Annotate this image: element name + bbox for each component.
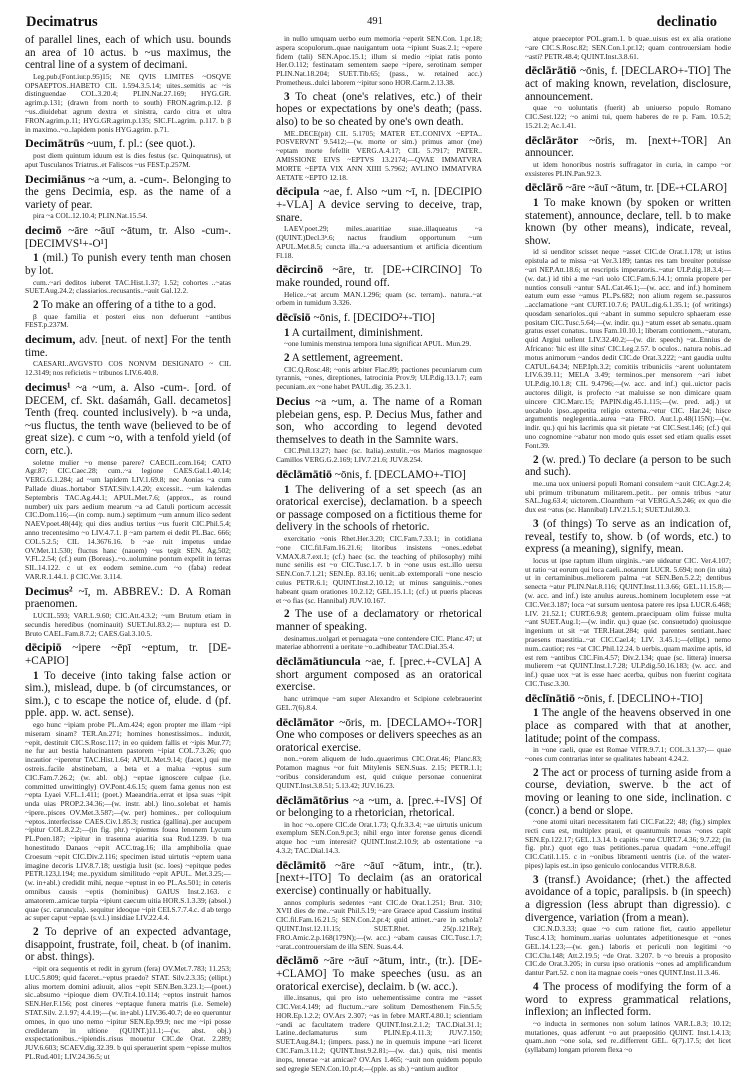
left-guide-word: Decimatrus (26, 14, 98, 30)
sense-text: (mil.) To punish every tenth man chosen by lot. (25, 252, 231, 277)
sense (25, 670, 231, 720)
entry-definition (25, 34, 231, 72)
citation-block: Helice..~at arcum MAN.1.296; quam (sc. terram).. natura..~at orbem in tumidum 3.326. (276, 289, 482, 308)
definition-text: ~ōris, m. [next+-TOR] An announcer. (525, 134, 731, 160)
sense-text: To deprive of an expected advantage, disappoint, frustrate, foil, cheat. b (of inanim. or abst. things). (25, 926, 231, 964)
definition-text: ~ōris, m. [DECLAMO+-TOR] One who composes or delivers speeches as an oratorical exercise. (276, 716, 482, 754)
sense-number: 2 (533, 766, 539, 779)
entry-definition (25, 224, 231, 250)
sense-text: (transf.) Avoidance; (rhet.) the affected avoidance of a topic, paralipsis. b (in speech) a digression (less abrupt than digressio). c divergence, variation (from a mean). (525, 873, 731, 924)
sense-text: To make an offering of a tithe to a god. (38, 299, 217, 312)
citation-block: non..~orem aliquem de ludo..quaerimus CIC.Orat.46; Planc.83; Potamon magnus ~or fuit Mitylenis SEN.Suas. 2.15; PETR.1.1; ~oribus considerandum est, quid cuique personae conuenirat QUINT.Inst.3.8.51; 5.13.42; JUV.16.23. (276, 754, 482, 790)
sense-number: 1 (284, 326, 290, 339)
entry-definition (525, 134, 731, 160)
citation-block: in ~one caeli, quae est Romae VITR.9.7.1; COL.3.1.37;— quae ~ones cum contrarias inter se qualitates habeant 4.24.2. (525, 745, 731, 763)
headword: decimō (25, 223, 62, 238)
definition-text: adv. [neut. of next] For the tenth time. (25, 334, 231, 359)
sense (525, 518, 731, 556)
definition-text: ~ipere ~ēpī ~eptum, tr. [DE-+CAPIO] (25, 642, 231, 667)
definition-text: ~a ~um, a. The name of a Roman plebeian gens, esp. P. Decius Mus, father and son, who according to legend devoted themselves to death in the Samnite wars. (276, 396, 482, 446)
sense-number: 2 (33, 926, 39, 939)
entry-definition (276, 395, 482, 446)
citation-block: ~one luminis menstrua tempora luna significat APUL. Mun.29. (284, 339, 472, 349)
sense-text: To make known (by spoken or written statement), announce, declare, tell. b to make known (by other means), indicate, reveal, show. (525, 196, 731, 247)
definition-text: ~ōnis, f. [DECIDO²+-TIO] (310, 312, 435, 325)
sense (276, 484, 482, 534)
sense (525, 874, 731, 924)
citation-block: ego hunc ~ipiam probe PL.Am.424; egon propter me illam ~ipi miseram sinam? TER.An.271; homines honestissimos.. induxit, ~epit, destituit CIC.S.Rosc.117; in eo quidem fallis et ~ipis Mur.77; ne fur aut bestia halucinantem pastorem ~ipiat COL.7.3.26; quo incautior ~iperetur TAC.Hist.1.64; APUL.Met.9.14; (facet.) qui me ostreis..facile abstinebam, a beta et a malua ~eptus sum CIC.Fam.7.26.2; (w. abl. obj.) ~eptae ignoscere culpae (i.e. committed unwittingly) OV.Pont.4.6.15; quem fama genus non est ~epta Lyaei V.FL.1.411; (poet.) Maeandria..errat et ipsa suas ~ipit unda uias PROP.2.34.36;—(w. instr. abl.) lino..solebat et hamis ~ipere..pisces OV.Met.3.587;—(w. per) homines.. per colloquium ~eptos..interfecisse CAES.Civ.1.85.3; rustica (gallina)..per aucupem ~ipitur COL.8.2.2;—(in fig. phr.) ~ipiemus fouea lenonem Lycum PL.Poen.187; ~ipitur in trasenna auaritia sua Rud.1239. b tua honestitudo Danaos ~epit ACC.trag.16; illa amphibolia quae Croesum ~epit CIC.Div.2.116; specimen istud uirtutis ~eptem uana imagine decoris LIV.8.7.18; uestigia lusit (sc. loes) ~epitque pedes PETR.123,l.194; me..pyxidum similitudo ~epit APUL. Met.3.25;—(w. in+abl.) credidit mihi, neque ~eptust in eo PL.As.501; in ceteris omnibus causis ~eptis (hominibus) GAIUS Inst.2.163. c amatorem..amicae turpia ~ipiunt caecum uitia HOR.S.1.3.39; (absol.) quae (sc. caruncula).. sequitur ideoque ~ipit CELS.7.7.4.c. d ab tergo ac super caput ~eptae (s.v.l.) insidiae LIV.22.4.4. (25, 719, 231, 923)
headword: dēclīnātiō (525, 690, 575, 705)
right-guide-word: declinatio (656, 14, 717, 30)
headword: dēclāmātiō (276, 467, 332, 482)
citation-block: pira ~a COL.12.10.4; PLIN.Nat.15.54. (33, 211, 148, 221)
citation-block: exercitatio ~onis Rhet.Her.3.20; CIC.Fam.7.33.1; in cotidiana ~one CIC.fil.Fam.16.21.6; litoribus insistens ~ones..edebat V.MAX.8.7.ext.1; (cf.) haec (sc. the teaching of philosophy) mihi nunc senilis est ~o CIC.Tusc.1.7. b in ~one usus est..illo uersu SEN.Con.7.1.21; SEN.Ep. 83.16; uenit..ab extemporali ~one nescio cuius PETR.6.1; QUINT.Inst.2.10.12; ut minus sanguinis..~ones habeant quam orationes 10.2.12; GEL.15.1.1; (cf.) ut pueris placeas et ~o fias (sc. Hannibal) JUV.10.167. (276, 534, 482, 605)
citation-block: soletne mulier ~o mense parere? CAECIL.com.164; CATO Agr.87; CIC.Caec.28; cum..~a legione CAES.Gal.1.40.14; VERG.G.1.284; ad ~um lapidem LIV.1.69.8; nec Aonias ~a cum Pallade diuas..hortabor STAT.Silv.1.4.20; excessit.. ~um kalendas Septembris TAC.Ag.44.1; APUL.Met.7.6; (approx., as round number) uix pars aedium mearum ~a ad Catuli porticum accessit CIC.Dom.116;—(in comp. num.) septimum ~um annum ilico sedent NAEV.poet.48(44); qui dies audius tertius ~us fuerit CIC.Phil.5.4; anno trecentesimo ~o LIV.4.7.1. β ~am partem ei dedit PL.Bac. 666; COL.5.2.5; CIL 14.3676.16. b ~ae ruit impetus undae OV.Met.11.530; fluctus hanc (nauem) ~us tegit SEN. Ag.502; V.FL.2.54; (cf.) eum (Boreas)..~o..uolumine pontum expelit in terras SIL.14.122. c ut ex eodem semine..cum ~o (faba) redeat VAR.R.1.44.1. β CIC.Ver. 3.114. (25, 457, 231, 581)
citation-block: β quae familia et posteri eius non defuerunt ~antibus FEST.p.237M. (25, 311, 231, 330)
citation-block: in nullo umquam uerbo eum memoria ~eperit SEN.Con. 1.pr.18; aspera scopulorum..quae nauigantum uota ~ipiunt Suas.2.1; ~epere fidem (tali) SEN.Apoc.15.1; illum si medio ~ipiat ratis ponto Her.O.112; festinatam sementem saepe ~ipere, serotinam semper PLIN.Nat.18.204; SUET.Tib.65; (pass., w. retained acc.) Prometheus..dulci laborem ~ipitur sono HOR.Carm.2.13.38. (276, 34, 482, 87)
citation-block: atque praeceptor POL.gram.1. b quae..uisus est ex alia oratione ~are CIC.S.Rosc.82; SEN.Con.1.pr.12; quam controuersiam hodie ~asti? PETR.48.4; QUINT.Inst.3.8.61. (525, 34, 731, 61)
sense (276, 91, 482, 129)
sense (25, 926, 231, 964)
headword: dēcipiō (25, 640, 62, 655)
headword: Decimiānus (25, 171, 85, 186)
page-number: 491 (367, 16, 383, 27)
sense (525, 707, 731, 745)
entry-definition (276, 263, 482, 289)
definition-text: ~āre ~āuī ~ātum, intr., (tr.). [next+-ITO] To declaim (as an oratorical exercise) continually or habitually. (276, 859, 482, 898)
entry-definition (276, 468, 482, 482)
entry-definition (276, 655, 482, 694)
definition-text: ~uum, f. pl.: (see quot.). (84, 138, 196, 151)
definition-text: ~āre ~āuī ~ātum, tr. Also -cum-. [DECIMVS¹+-O¹] (25, 225, 231, 250)
definition-text: ~ōnis, f. [DECLAMO+-TIO] (332, 469, 466, 482)
citation-block: LUCIL.593; VAR.L.9.60; CIC.Att.4.3.2; ~um Brutum etiam in secundis heredibus (nominauit) SUET.Jul.83.2;— nuptura est D. Bruto CAEL.Fam.8.7.2; CAES.Gal.3.10.5. (25, 610, 231, 638)
citation-block: ut idem honoribus nostris suffragator in curia, in campo ~or exsisteres PLIN.Pan.92.3. (525, 159, 731, 178)
headword: decimus¹ (25, 380, 71, 395)
headword: dēcīsiō (276, 310, 311, 325)
definition-text: ~āre, tr. [DE-+CIRCINO] To make rounded, round off. (276, 264, 482, 289)
entry-definition (525, 181, 731, 195)
entry-definition (25, 641, 231, 667)
headword: dēclāmātōrius (276, 792, 349, 807)
sense-text: A curtailment, diminishment. (289, 326, 423, 339)
entry-definition (276, 716, 482, 755)
headword: dēcircinō (276, 262, 324, 277)
sense-text: A settlement, agreement. (289, 352, 403, 365)
entry-definition (25, 173, 231, 212)
headword: Decimus² (25, 583, 73, 598)
sense-number: 2 (533, 453, 539, 466)
sense-text: (of things) To serve as an indication of, reveal, testify to, show. b (of words, etc.) to express (a meaning), signify, mean. (525, 518, 731, 556)
headword: dēclārātiō (525, 63, 577, 78)
entry-definition (276, 859, 482, 898)
headword: dēcipula (276, 184, 320, 199)
definition-text: ~ōnis, f. [DECLINO+-TIO] (575, 692, 703, 705)
citation-block: ME..DECE(pit) CIL 5.1705; MATER ET..CONIVX ~EPTA.. POSVERVNT 9.5412;—(w. morte or sim.) primus amor (me) ~eptam morte fefellit VERG.A.4.17; CIL 5.7917; PATER.. AMISSIONE EIVS ~EPTVS 13.2174;—QVAE IMMATVRA MORTE ~EPTA VIX ANN XIIII 5.7962; AVLINO IMMATVRA AETATE ~EPTO 12.18. (276, 128, 482, 182)
sense-text: The act or process of turning aside from a course, deviation, swerve. b the act of moving or leaning to one side, inclination. c (concr.) a bend or slope. (525, 766, 731, 817)
headword: decimum, (25, 332, 76, 347)
sense-number: 1 (533, 707, 539, 720)
citation-block: ille..insanus, qui pro isto uehementissime contra me ~asset CIC.Ver.4.149; ad fluctum..~are solitum Demosthenem Fin.5.5; HOR.Ep.1.2.2; OV.Ars 2.307; ~as in febre MART.4.80.1; scientiam ~andi ac facultatem tradere QUINT.Inst.2.1.2; TAC.Dial.31.1; Latine..declamaturus sum PLIN.Ep.4.11.3; JUV.7.150; SUET.Aug.84.1; (impers. pass.) ne in quemuis impune ~ari liceret CIC.Fam.3.11.2; QUINT.Inst.9.2.81;—(w. dat.) quis, nisi mentis inops, tenerae ~at amicae? OV.Ars 1.465; ~auit non quidem populo sed egregie SEN.Con.10.pr.4;—(pple. as sb.) ~antium auditor (276, 993, 482, 1073)
entry-definition (25, 585, 231, 611)
sense (276, 352, 482, 365)
citation-block: in hoc ~o..opere CIC.de Orat.1.73; Q.fr.3.3.4; ~ae uirtutis unicum exemplum SEN.Con.9.pr.3; nihil ergo inter forense genus dicendi atque hoc ~um interesit? QUINT.Inst.2.10.9; ab ostentatione ~a 4.3.2; TAC.Dial.14.3. (276, 819, 482, 856)
citation-block: desinamus..uolgari et peruagata ~one contendere CIC. Planc.47; ut materiae abhorrenti a ueritate ~o..adhibeatur TAC.Dial.35.4. (276, 633, 482, 652)
sense (25, 299, 231, 312)
citation-block: ~one atomi uitari necessitatem fati CIC.Fat.22; 48; (fig.) simplex recti cura est, multiplex praui, et quantumuis nouas ~ones capit SEN.Ep.122.17; GEL.1.3.14. b capitis ~one CURT.7.4.36; 9.7.22; (in fig. phr.) quot ego tuas petitiones..parua quadam ~one..effugi! CIC.Catil.1.15. c in ~onibus libramenti uentris (i.e. of the water-pipes) lapis est..in ipso geniculo conlocandus VITR.8.6.8. (525, 817, 731, 871)
definition-text: ~āre ~āuī ~ātum, tr. [DE-+CLARO] (563, 182, 727, 195)
citation-block: me..una uox uniuersi populi Romani consulem ~auit CIC.Agr.2.4; ubi primum tribunatum militarem..petit.. per omnis tribus ~atur SAL.Jug.63.4; uictorem..Cloanthum ~at VERG.A.5.246; ex quo die dux est ~atus (sc. Hannibal) LIV.21.5.1; SUET.Jul.80.3. (525, 478, 731, 515)
sense (525, 197, 731, 247)
definition-text: ~a ~um, a. -cum-. Belonging to the gens Decimia, esp. as the name of a variety of pear. (25, 173, 231, 211)
headword: dēclāmātiuncula (276, 654, 361, 669)
headword: dēclārātor (525, 132, 579, 147)
sense (276, 608, 482, 633)
entry-definition (25, 137, 231, 151)
citation-block: Leg.pub.(Font.iur.p.95)15; NE QVIS LIMITES ~OSQVE OPSAEPTOS..HABETO CIL 1.594.3.5.14; uites..semitis ac ~is distinguendae COL.3.20.4; PLIN.Nat.27.169; HYG.GR. agrim.p.131; (drawn from north to south) FRON.agrim.p.12. β ~us..diuidebat agrum dextra et sinistra, cardo citra et ultra FRON.agrim.p.11; HYG.GR.agrim.p.135; SIC.FL.agrim. p.117. b β in maximo..~o..lapidem ponis HYG.agrim. p.71. (25, 71, 231, 134)
entry-definition (525, 692, 731, 706)
citation-block: LAEV.poet.29; miles..auaritiae suae..illaqueatus ~a (QUINT.)Decl.3ᵇ.6; nactus fraudium opportunum ~um APUL.Met.8.5; cuncta illa..~a aduersantium et artificia dicentium Fl.18. (276, 224, 482, 260)
definition-text: ~āre ~āuī ~ātum, intr., (tr.). [DE-+CLAMO] To make speeches (usu. as an oratorical exercise), declaim. b (w. acc.). (276, 955, 482, 993)
citation-block: ~o inducta in sermones non solum latinos VAR.L.8.3; 10.12; mutationes, quas adferunt ~o aut praepositio QUINT. Inst.1.4.13; quam..non ~one sola, sed re..differrent GEL. 6(7).17.5; det licet (syllabam) longam priorem flexa ~o (525, 1018, 731, 1055)
citation-block: post diem quintum iduum est is dies festus (sc. Quinquatrus), ut aput Tusculanos Triatrus..et Faliscos ~us FEST.p.257M. (25, 150, 231, 169)
entry-definition (525, 64, 731, 103)
citation-block: id si uenditor scisset neque ~asset CIC.de Orat.1.178; ut istius epistula ad te missa ~at Ver.3.189; tantas res tam breuiter potuisse ~ari NEP.Att.18.6; ut rescriptis imperatoris..~atur ULP.dig.18.3.4;—(w. dat.) id tibi a me ~ari uolo CIC.Fam.6.14.1; omnia propere per nuntios consuli ~antur SAL.Cat.46.1;—(w. acc. and inf.) hominem eatum eum esse ~amus PL.Ps.682; non alium regem se..passuros ..acclamatione ~ant CURT.10.7.6; PAUL.dig.6.1.35.1; (of writings) quosdam senariolos..qui ~abant in summo sepulcro sphaeram esse positam CIC.Tusc.5.64;—(w. indir. qu.) ~atum esset ab senatu..quam gratus esset conatus.. tuus Fam.10.10.1; liberam contionem..~aturam, quid Argiui uellent LIV.32.40.2;—(w. dir. speech) ~at..Ennius de Africano: 'hic est ille situs' CIC.Leg.2.57. b oculos.. natura nobis..ad motus animorum ~andos dedit CIC.de Orat.3.222; ~ant gaudia uultu CATUL.64.34; NEP.Iph.3.2; comitiis tribuniciis ~arent uoluntatem LIV.6.39.11; MELA 3.49; terminos..per mensorem ~ari iubet ULP.dig.10.1.8; CIL 9.4796;—(w. acc. and inf.) qui..uictor pacis auctores diligit, is profecto ~at maluisse se non dimicare quam uincere CIC.Marc.15; PAPIN.dig.45.1.115;—(w. pred. adj.) ut uocabulo ipso..appetita religio externa..~etur CIC. Har.24; hisce argumentis neglegentia..aurea ~ata FRO. Aur.1.p.48(115N);—(w. indir. qu.) qui his lacrimis qua sit pietate ~at CIC.Sest.146; (cf.) qui uno cognomine ~abatur non modo quis esset sed etiam qualis esset Font.39. (525, 247, 731, 450)
headword: Decimātrūs (25, 136, 85, 151)
definition-text: ~ī, m. ABBREV.: D. A Roman praenomen. (25, 585, 231, 611)
sense-text: To deceive (into taking false action or sim.), mislead, dupe. b (of circumstances, or sim.), c to escape the notice of, elude. d (pf. pple. app. w. act. sense). (25, 669, 231, 720)
citation-block: cum..~ari deditos iuberet TAC.Hist.1.37; 1.52; cohortes ..~atas SUET.Aug.24.2; classiarios..recusantis..~auit Gal.12.2. (25, 277, 231, 296)
headword: dēclāmitō (276, 857, 326, 872)
citation-block: CIC.N.D.3.33; quae ~o cum ratione fiet, cautio appelletur Tusc.4.13; hominum..uarias uoluntates adpetitionesque et ~ones GEL.14.1.23;—(w. gen.) laboris et periculi non legitimi ~o CIC.Clu.148; Att.2.19.5; ~de Orat. 3.207. b ~o breuis a proposito CIC.de Orat.3.205; in cursu ipso orationis ~ones ad amplificandum dantur Part.52. c non ita magnae coeis ~ones QUINT.Inst.11.3.46. (525, 924, 731, 978)
citation-block: CAESARI..AVGVSTO COS NONVM DESIGNATO ~ CIL 12.3149; nos reficietis ~ tribunos LIV.6.40.8. (25, 359, 231, 378)
headword: dēclāmō (276, 953, 319, 968)
sense (525, 767, 731, 817)
sense-number: 1 (33, 669, 39, 682)
entry-definition (25, 381, 231, 458)
sense-number: 1 (533, 196, 539, 209)
definition-text: ~ae, f. [prec.+-CVLA] A short argument composed as an oratorical exercise. (276, 656, 482, 694)
citation-block: locus ut ipse raptum illum uirginis..~are uideatur CIC. Ver.4.107; ut ratio ~at eorum qui loca caeli..notarunt LUCR. 5.694; non (in uita) ut in certaminibus..meliorem palma ~at SEN.Ben.5.2.2; dentibus senecta ~atur PLIN.Nat.8.116; QUINT.Inst.11.3.66; GEL.11.15.8;—(w. acc. and inf.) iste anulus aureus..hominem locupletem esse ~at CIC.Ver.3.187; loca ~at sursum uentosa patere res ipsa LUCR.6.468; LIV. 21.52.1; CURT.6.9.8; gentem..praecipuam olim fuisse multa ~ant SUET.Aug.1;—(w. indir. qu.) quae (sc. consuetudo) quoiusque ingenium ut sit ~at TER.Haut.284; quid parentes sentiant..haec praesens maestitia..~at CIC.Cael.4; LIV. 3.45.1;—(ellipt.) nemo num..cautior; res ~at CIC.Phil.12.24. b uerbis..quam maxime aptis, id est rem ~antibus CIC.Fin.4.57; Div.2.134; quae (sc. littera) inuersa mulierem ~at QUINT.Inst.1.7.28; ULP.dig.50.16.183; (w. acc. and inf.) quae uox ~at is esse haec acerba, quibus non fuerint cogitata CIC.Tusc.3.30. (525, 555, 731, 688)
sense-number: 2 (284, 608, 290, 621)
citation-block: CIC.Q.Rosc.48; ~onis arbiter Flac.89; pactiones pecuniarum cum tyrannis, ~ones, direptiones, latrocinia Prov.9; ULP.dig.13.1.7; eam pecuniam..ex ~one habet PAUL.dig. 35.2.3.1. (276, 364, 482, 392)
citation-block: CIC.Phil.13.27; haec (sc. Italia)..extulit..~os Marios magnosque Camillos VERG.G.2.169; LIV.7.21.6; JUV.8.254. (276, 446, 482, 465)
headword: Decius (276, 394, 310, 409)
citation-block: hanc utrimque ~am super Alexandro et Scipione celebrauerint GEL.7(6).8.4. (276, 693, 482, 712)
sense-number: 3 (533, 518, 539, 531)
sense-number: 4 (533, 981, 539, 994)
citation-block: ~ipit ora sequentis et redit in gyrum (fera) OV.Met.7.783; 11.253; LUC.5.809; quid faceret..~eptus praedo? STAT. Silv.2.3.35; (ellipt.) alius mortem domini adiuuit, alios ~epit SEN.Ben.3.23.1;—(poet.) sic..absumo ~ipioque diem OV.Tr.4.10.114; ~eptos instruit hamos SEN.Her.F.156; post cineres ~eptaque funera matris (i.e. Semele) STAT.Silv. 2.1.97; 4.4.19;—(w. in+abl.) LIV.36.40.7; de eo queruntur omnes, in quo uno nemo ~ipitur SEN.Ep.99.9; nec me ~ipi posse credideram in ultione (QUINT.)11.1;—(w. abst. obj.) exspectationibus..~ipiendis..risus mouetur CIC.de Orat. 2.289; JUV.6.603; SCAEV.dig.32.39. b qui sperauerint spem ~episse multos PL.Rud.401; LIV.24.36.5; ut (25, 964, 231, 1061)
definition-text: ~a ~um, a. [prec.+-IVS] Of or belonging to a rhetorician, rhetorical. (276, 794, 482, 820)
sense (525, 981, 731, 1019)
entry-definition (276, 954, 482, 993)
sense-number: 2 (284, 352, 290, 365)
definition-text: ~a ~um, a. Also -cum-. [ord. of DECEM, cf. Skt. daśamáh, Gall. decametos] Tenth (freq. counted inclusively). b ~a unda, ~us fluctus, the tenth wave (believed to be of great size). c cum ~o, with a tenfold yield (of corn, etc.). (25, 382, 231, 458)
entry-definition (25, 333, 231, 359)
definition-text: of parallel lines, each of which usu. bounds an area of 10 actus. b ~us maximus, the central line of a system of decimani. (25, 34, 231, 72)
page-header (0, 14, 750, 34)
sense-text: The delivering of a set speech (as an oratorical exercise), declamation. b a speech or passage composed on a fictitious theme for delivery in the schools of rhetoric. (276, 483, 482, 534)
entry-definition (276, 311, 482, 325)
sense-text: (w. pred.) To declare (a person to be such and such). (525, 453, 731, 479)
headword: dēclārō (525, 180, 563, 195)
definition-text: ~ae, f. Also ~um ~ī, n. [DECIPIO +-VLA] A device serving to deceive, trap, snare. (276, 186, 482, 224)
sense-number: 2 (33, 299, 39, 312)
sense-text: The process of modifying the form of a word to express grammatical relations, inflexion; an inflected form. (525, 981, 731, 1019)
column-middle (276, 34, 482, 1076)
citation-block: annos compluris sedentes ~ant CIC.de Orat.1.251; Brut. 310; XVII dies de me..~auit Phil.5.19; ~are Graece apud Cassium institui CIC.fil.Fam.16.21.5; SEN.Con.2.pr.4; quid attinet..~are in schola? QUINT.Inst.12.11.15; SUET.Rhet. 25(p.121Re); FRO.Amic.2.p.168(179N);—(w. acc.) ~abam causas CIC.Tusc.1.7; ~arat..controuersiam de illa SEN. Suas.4.4. (276, 897, 482, 951)
citation-block: quae ~o uoluntatis (fuerit) ab uniuerso populo Romano CIC.Sest.122; ~o animi tui, quem haberes de re p. Fam. 10.5.2; 15.21.2; Ac.1.41. (525, 103, 731, 130)
sense (25, 252, 231, 277)
sense-text: The angle of the heavens observed in one place as compared with that at another, latitude; point of the compass. (525, 707, 731, 745)
sense (276, 327, 482, 340)
sense-number: 1 (284, 483, 290, 496)
sense-text: To cheat (one's relatives, etc.) of their hopes or expectations by one's death; (pass. also) to be so cheated by one's own death. (276, 90, 482, 128)
sense-number: 1 (33, 252, 39, 265)
sense (525, 454, 731, 479)
sense-text: The use of a declamatory or rhetorical manner of speaking. (276, 608, 482, 633)
entry-definition (276, 794, 482, 820)
column-left (25, 34, 231, 1065)
headword: dēclāmātor (276, 714, 334, 729)
sense-number: 3 (284, 90, 290, 103)
sense-number: 3 (533, 873, 539, 886)
definition-text: ~ōnis, f. [DECLARO+-TIO] The act of making known, revelation, disclosure, announcement. (525, 65, 731, 103)
column-right (525, 34, 731, 1058)
entry-definition (276, 185, 482, 224)
